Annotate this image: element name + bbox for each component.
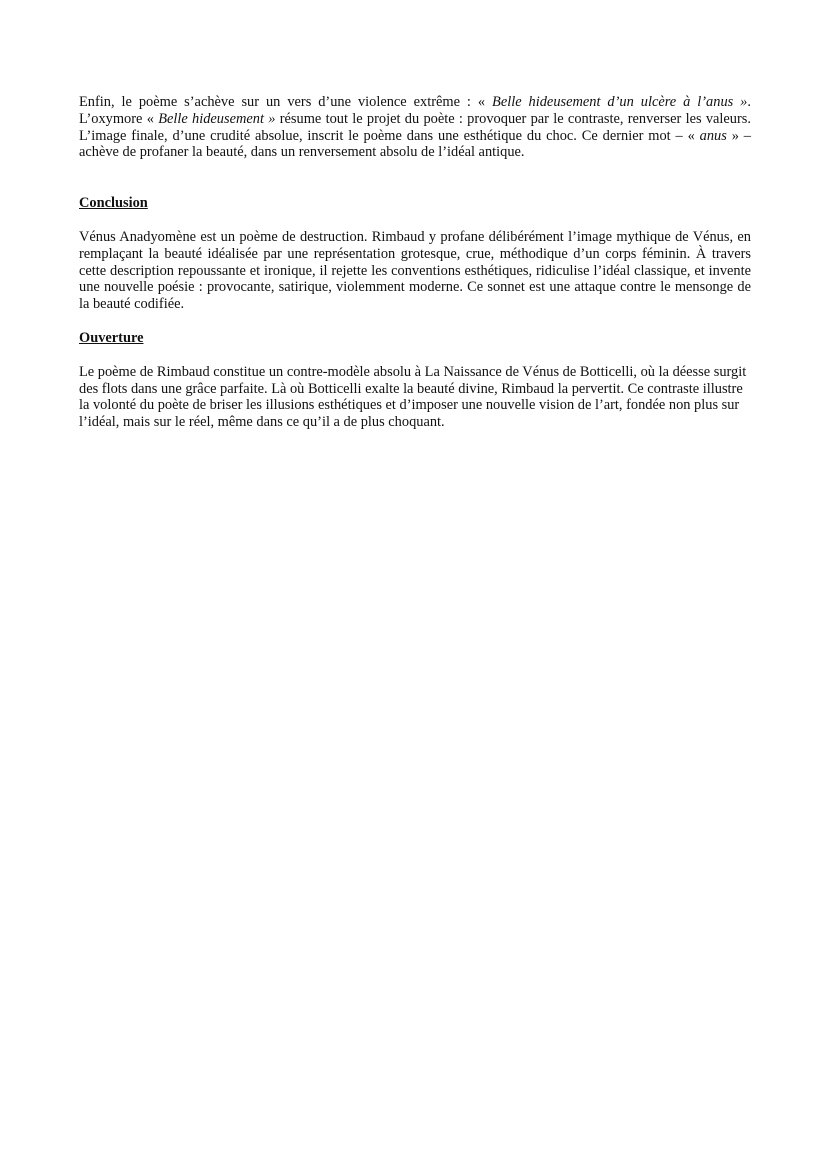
intro-text-1: Enfin, le poème s’achève sur un vers d’une violence extrême : « [79,94,493,110]
conclusion-heading: Conclusion [79,195,148,212]
intro-paragraph [79,94,751,161]
intro-quote-1: Belle hideusement d’un ulcère à l’anus » [492,94,748,110]
ouverture-heading: Ouverture [79,329,144,346]
ouverture-paragraph: Le poème de Rimbaud constitue un contre-modèle absolu à La Naissance de Vénus de Botticelli, où la déesse surgit des flots dans une grâce parfaite. Là où Botticelli exalte la beauté divine, Rimbaud la pervertit. Ce contraste illustre la volonté du poète de briser les illusions esthétiques et d’imposer une nouvelle vision de l’art, fondée non plus sur l’idéal, mais sur le réel, même dans ce qu’il a de plus choquant. [79,363,747,431]
intro-quote-3: anus [699,127,727,144]
intro-text-4: » – achève de profaner la beauté, dans un renversement absolu de l’idéal antique. [79,127,751,161]
intro-text-3: résume tout le projet du poète : provoquer par le contraste, renverser les valeurs. L’image finale, d’une crudité absolue, inscrit le poème dans une esthétique du choc. Ce dernier mot – « [79,110,751,144]
intro-quote-2: Belle hideusement » [158,110,276,127]
document-body [79,94,751,431]
intro-text-2: . L’oxymore « [79,94,751,127]
conclusion-paragraph: Vénus Anadyomène est un poème de destruction. Rimbaud y profane délibérément l’image mythique de Vénus, en remplaçant la beauté idéalisée par une représentation grotesque, crue, méthodique d’un corps féminin. À travers cette description repoussante et ironique, il rejette les conventions esthétiques, ridiculise l’idéal classique, et invente une nouvelle poésie : provocante, satirique, violemment moderne. Ce sonnet est une attaque contre le mensonge de la beauté codifiée. [79,228,751,313]
